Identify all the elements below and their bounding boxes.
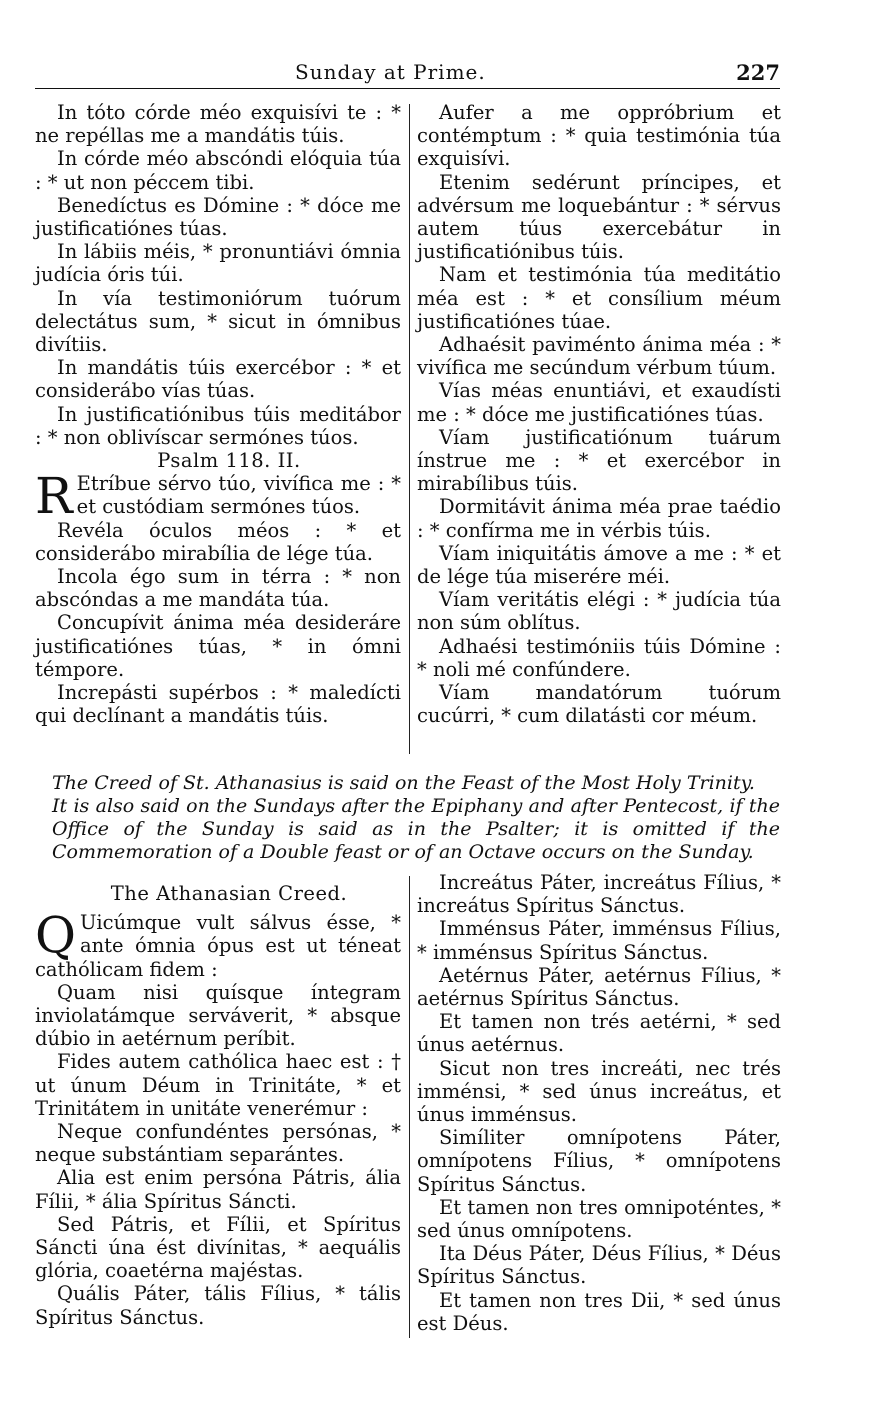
verse-text: Etríbue sérvo túo, vivífica me : * et custódiam sermónes túos. (76, 472, 401, 519)
verse: Sicut non tres increáti, nec trés imménsi, * sed únus increátus, et únus imménsus. (417, 1056, 781, 1127)
verse: Et tamen non tres omnipoténtes, * sed únus omnípotens. (417, 1195, 781, 1243)
verse: Adhaési testimóniis túis Dómine : * noli mé confúndere. (417, 634, 781, 681)
verse: Revéla óculos méos : * et considerábo mirabília de lége túa. (35, 518, 401, 565)
rubric-line: The Creed of St. Athanasius is said on the Feast of the Most Holy Trinity. (52, 772, 755, 794)
rubric (52, 772, 780, 864)
verse: Increpásti supérbos : * maledícti qui declínant a mandátis túis. (35, 681, 401, 728)
verse: Quam nisi quísque íntegram inviolatámque serváverit, * absque dúbio in aetérnum períbit. (35, 980, 401, 1051)
verse: Nam et testimónia túa meditátio méa est : * et consílium méum justificatiónes túae. (417, 263, 781, 333)
column-rule (409, 876, 410, 1338)
verse: Alia est enim persóna Pátris, ália Fílii, * ália Spíritus Sáncti. (35, 1166, 401, 1213)
top-right-column (417, 101, 781, 727)
bottom-right-column (417, 871, 781, 1335)
rubric-line: It is also said on the Sundays after the Epiphany and after Pentecost, if the Office of the Sunday is said as in the Psalter; it is omitted if the Commemoration of a Double feast or of an Octave occurs on the Sunday. (52, 795, 780, 863)
verse: Etenim sedérunt príncipes, et advérsum me loquebántur : * sérvus autem túus exercebátur in justificatiónibus túis. (417, 170, 781, 264)
verse: Aetérnus Páter, aetérnus Fílius, * aetérnus Spíritus Sánctus. (417, 963, 781, 1011)
drop-cap: Q (35, 906, 76, 965)
verse: In vía testimoniórum tuórum delectátus sum, * sicut in ómnibus divítiis. (35, 286, 401, 357)
verse: Quális Páter, tális Fílius, * tális Spíritus Sánctus. (35, 1282, 401, 1329)
verse: In córde méo abscóndi elóquia túa : * ut non péccem tibi. (35, 147, 401, 194)
column-rule (409, 104, 410, 754)
page-header (35, 58, 780, 89)
verse: Adhaésit paviménto ánima méa : * vivífica me secúndum vérbum túum. (417, 333, 781, 380)
verse-text: Uicúmque vult sálvus ésse, * ante ómnia ópus est ut téneat cathólicam fidem : (35, 911, 401, 981)
verse: Ita Déus Páter, Déus Fílius, * Déus Spíritus Sánctus. (417, 1242, 781, 1289)
verse: Sed Pátris, et Fílii, et Spíritus Sáncti úna ést divínitas, * aequális glória, coaetérna majéstas. (35, 1212, 401, 1283)
verse: Incola égo sum in térra : * non abscóndas a me mandáta túa. (35, 565, 401, 612)
verse: In justificatiónibus túis meditábor : * non oblivíscar sermónes túos. (35, 402, 401, 449)
verse: Víam iniquitátis ámove a me : * et de lége túa miserére méi. (417, 541, 781, 589)
bottom-left-column (35, 882, 401, 1329)
verse: Simíliter omnípotens Páter, omnípotens Fílius, * omnípotens Spíritus Sánctus. (417, 1126, 781, 1196)
verse: Et tamen non tres Dii, * sed únus est Déus. (417, 1288, 781, 1335)
top-left-column (35, 101, 401, 727)
verse: Imménsus Páter, imménsus Fílius, * imménsus Spíritus Sánctus. (417, 917, 781, 964)
verse: Víam veritátis elégi : * judícia túa non súm oblítus. (417, 588, 781, 635)
verse (35, 467, 401, 526)
verse: In mandátis túis exercébor : * et considerábo vías túas. (35, 356, 401, 403)
verse: Increátus Páter, increátus Fílius, * increátus Spíritus Sánctus. (417, 871, 781, 918)
verse: Et tamen non trés aetérni, * sed únus aetérnus. (417, 1010, 781, 1057)
verse: Víam mandatórum tuórum cucúrri, * cum dilatásti cor méum. (417, 681, 781, 728)
verse: In tóto córde méo exquisívi te : * ne repéllas me a mandátis túis. (35, 101, 401, 148)
running-title: Sunday at Prime. (295, 60, 486, 84)
verse: Benedíctus es Dómine : * dóce me justificatiónes túas. (35, 193, 401, 241)
psalm-heading: Psalm 118. II. (157, 449, 301, 473)
drop-cap: R (35, 467, 73, 526)
verse: Neque confundéntes persónas, * neque substántiam separántes. (35, 1120, 401, 1167)
verse: Aufer a me oppróbrium et contémptum : * quia testimónia túa exquisívi. (417, 101, 781, 171)
verse: Fides autem cathólica haec est : † ut únum Déum in Trinitáte, * et Trinitátem in unitáte venerémur : (35, 1050, 401, 1120)
verse: Vías méas enuntiávi, et exaudísti me : * dóce me justificatiónes túas. (417, 379, 781, 426)
page-number: 227 (736, 60, 780, 85)
verse: Dormitávit ánima méa prae taédio : * confírma me in vérbis túis. (417, 495, 781, 542)
verse: Víam justificatiónum tuárum ínstrue me : * et exercébor in mirabílibus túis. (417, 425, 781, 496)
verse: Concupívit ánima méa desideráre justificatiónes túas, * in ómni témpore. (35, 611, 401, 681)
verse (35, 906, 401, 981)
creed-heading: The Athanasian Creed. (110, 882, 348, 905)
verse: In lábiis méis, * pronuntiávi ómnia judícia óris túi. (35, 240, 401, 287)
